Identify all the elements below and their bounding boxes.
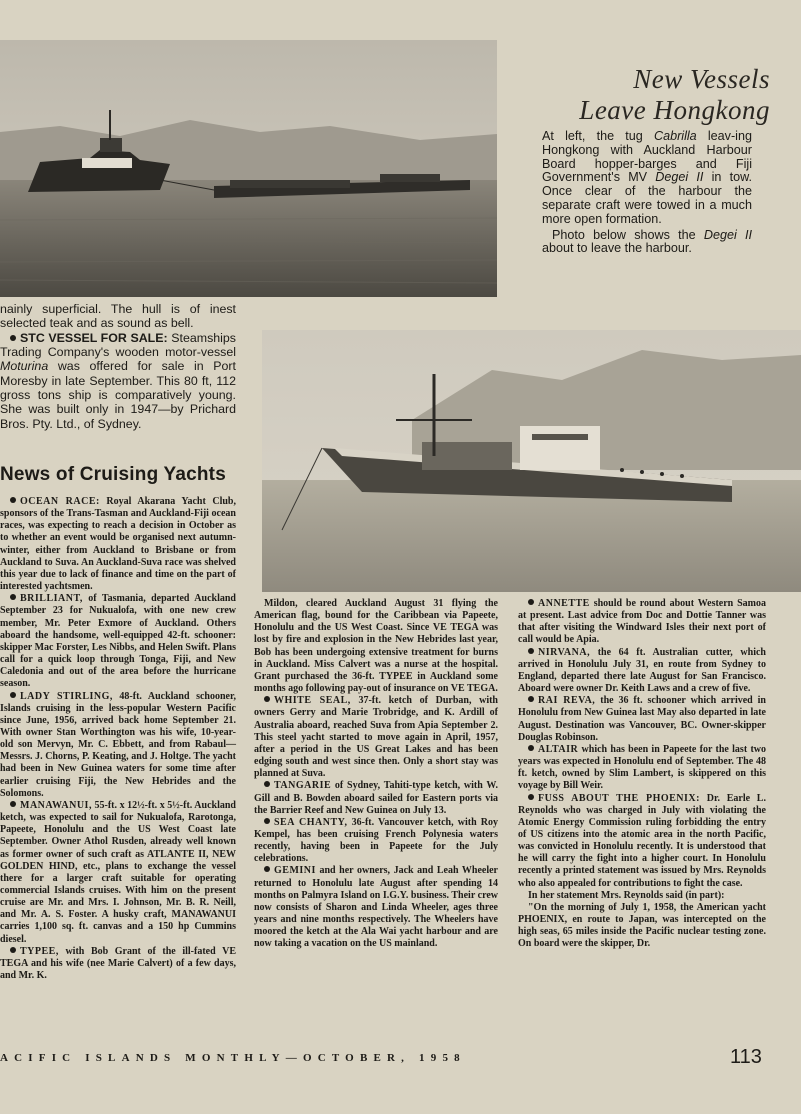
item-text: Royal Akarana Yacht Club, sponsors of the Trans-Tasman and Auckland-Fiji ocean races, was expecting to reach a decision in October as to whether an event would be organised next autumn-winter, either from Auckland to Brisbane or from Auckland to Suva. An Auckland-Suva race was shelved this year due to lack of finance and time on the part of interested yachtsmen.	[0, 496, 236, 593]
bullet-icon	[264, 818, 270, 824]
item-text: Steamships Trading Company's wooden motor-vessel	[0, 330, 236, 360]
section-heading: News of Cruising Yachts	[0, 464, 226, 485]
news-item	[0, 691, 236, 800]
news-item	[0, 496, 236, 593]
caption-paragraph-1	[542, 130, 752, 227]
item-lead: STC VESSEL FOR SALE:	[20, 330, 168, 345]
item-text: should be round about Western Samoa at present. Last advice from Doc and Dottie Tanner was that after visiting the Windward Isles their next port of call would be Apia.	[518, 598, 766, 646]
item-text: Dr. Earle L. Reynolds who was charged in July with violating the Atomic Energy Commission ruling forbidding the entry of US citizens into the atomic area in the north Pacific, was convicted in Honolulu recently. It is understood that he will carry the fight into a higher court. In Honolulu recently a printed statement was issued by Mrs. Reynolds who also appealed for contributions to fight the case.	[518, 792, 766, 889]
news-item	[0, 800, 236, 946]
news-item	[518, 695, 766, 744]
news-item	[0, 593, 236, 690]
item-lead: NIRVANA,	[538, 646, 591, 658]
article-continuation	[0, 302, 236, 431]
item-text: 36-ft. Vancouver ketch, with Roy Kempel, has been cruising French Polynesia waters recently, having been in Papeete for the July celebrations.	[254, 816, 498, 865]
bullet-icon	[10, 335, 16, 341]
item-text: 48-ft. Auckland schooner, Islands cruising in the less-popular Western Pacific since June, 1956, arrived back home September 21. With owner Stan Worthington was his wife, 10-year-old son Mervyn, Mr. C. Ebbett, and from Rabaul—Messrs. J. Chorns, P. Keating, and J. Holtge. The yacht had been in New Guinea waters for some time after earlier cruising Fiji, the New Hebrides and the Solomons.	[0, 690, 236, 799]
item-lead: TANGARIE	[274, 780, 332, 792]
photo-caption	[542, 130, 752, 258]
column-left	[0, 496, 236, 982]
item-text: "On the morning of July 1, 1958, the American yacht PHOENIX, en route to Japan, was intercepted on the high seas, 65 miles inside the Pacific nuclear testing zone. On board were the skipper, Dr.	[518, 901, 766, 950]
caption-paragraph-2	[542, 229, 752, 257]
item-text: of Tasmania, departed Auckland September 23 for Nukualofa, with one new crew member, Mr. Peter Exmore of Auckland. Others aboard the handsome, well-equipped 42-ft. schooner: skipper Mac Forster, Les Nibbs, and Helen Swift. Plans call for a quick loop through Tonga, Fiji, and New Caledonia and out of the area before the hurricane season.	[0, 593, 236, 690]
item-text: Mildon, cleared Auckland August 31 flying the American flag, bound for the Caribbean via Papeete, Honolulu and the US West Coast. Since VE TEGA was lost by fire and explosion in the New Hebrides last year, Bob has been undergoing extensive treatment for burns in Auckland. Miss Calvert was a nurse at the hospital. Grant purchased the 36-ft. TYPEE in Auckland some months ago following pay-out of insurance on VE TEGA.	[254, 598, 498, 695]
item-lead: TYPEE,	[20, 945, 59, 957]
column-middle	[254, 598, 498, 951]
item-lead: LADY STIRLING,	[20, 690, 113, 702]
caption-vessel-name: Degei II	[655, 170, 704, 185]
item-lead: MANAWANUI,	[20, 799, 92, 811]
item-lead: WHITE SEAL,	[274, 695, 351, 707]
article-headline	[540, 64, 770, 126]
bullet-icon	[528, 648, 534, 654]
photo-tug-and-barges	[0, 40, 497, 297]
item-text: the 64 ft. Australian cutter, which arrived in Honolulu July 31, en route from Sydney to England, departed there late August for San Francisco. Aboard were owner Dr. Keith Laws and a crew of five.	[518, 646, 766, 695]
item-lead: BRILLIANT,	[20, 593, 83, 605]
item-lead: ALTAIR	[538, 743, 579, 755]
bullet-icon	[264, 781, 270, 787]
bullet-icon	[10, 692, 16, 698]
news-item	[254, 598, 498, 695]
item-text: of Sydney, Tahiti-type ketch, with W. Gill and B. Bowden aboard sailed for Eastern ports via the Barrier Reef and New Guinea on July 13.	[254, 780, 498, 816]
headline-line-1: New Vessels	[633, 64, 770, 94]
item-text: 55-ft. x 12½-ft. x 5½-ft. Auckland ketch, was expected to sail for Nukualofa, Rarotonga, Papeete, Honolulu and the US West Coast late September. Owner Athol Rusden, already well known as former owner of such craft as ATLANTE II, NEW GOLDEN HIND, etc., plans to exchange the vessel there for a larger craft suitable for operating commercial Islands cruises. With him on the present cruise are Mr. and Mrs. I. Johnson, Mr. B. R. Neill, and Mr. A. S. Foster. A husky craft, MANAWANUI carries 1,100 sq. ft. canvas and a 150 hp Cummins diesel.	[0, 799, 236, 945]
caption-text: At left, the tug	[542, 129, 654, 143]
item-lead: RAI REVA,	[538, 695, 596, 707]
item-lead: OCEAN RACE:	[20, 496, 100, 507]
item-text: the 36 ft. schooner which arrived in Honolulu from New Guinea last May also departed in late August. Destination was Vancouver, BC. Owner-skipper Douglas Robinson.	[518, 695, 766, 743]
news-item	[254, 780, 498, 816]
news-item	[254, 865, 498, 950]
continuation-paragraph: nainly superficial. The hull is of inest selected teak and as sound as bell.	[0, 302, 236, 331]
caption-text: about to leave the harbour.	[542, 241, 692, 256]
bullet-icon	[10, 801, 16, 807]
item-lead: SEA CHANTY,	[274, 816, 348, 828]
news-item	[518, 647, 766, 696]
caption-vessel-name: Degei II	[703, 227, 753, 242]
bullet-icon	[10, 594, 16, 600]
news-item	[518, 598, 766, 647]
photo-degei-ii	[262, 330, 801, 592]
item-vessel-name: Moturina	[0, 359, 49, 374]
news-item	[254, 817, 498, 866]
bullet-icon	[10, 497, 16, 503]
item-lead: GEMINI	[274, 865, 316, 877]
stc-vessel-item	[0, 331, 236, 431]
news-item	[518, 793, 766, 890]
page-number: 113	[730, 1046, 762, 1068]
item-text: and her owners, Jack and Leah Wheeler returned to Honolulu late August after spending 14 months on Palmyra Island on I.G.Y. business. Their crew now consists of Sharon and Linda Wheeler, ages three years and nine months respectively. The Wheelers have moored the ketch at the Ala Wai yacht harbour and are now taking a vacation on the US mainland.	[254, 865, 498, 950]
item-text: which has been in Papeete for the last two years was expected in Honolulu end of September. The 48 ft. ketch, owned by Slim Lambert, is skippered on this voyage by Bill Weir.	[518, 743, 766, 792]
news-item	[254, 695, 498, 780]
bullet-icon	[264, 696, 270, 702]
bullet-icon	[10, 947, 16, 953]
bullet-icon	[528, 696, 534, 702]
item-text: was offered for sale in Port Moresby in late September. This 80 ft, 112 gross tons ship is comparatively young. She was built only in 1947—by Prichard Bros. Pty. Ltd., of Sydney.	[0, 359, 236, 431]
bullet-icon	[528, 745, 534, 751]
item-text: with Bob Grant of the ill-fated VE TEGA and his wife (nee Marie Calvert) of a few days, and Mr. K.	[0, 945, 236, 982]
caption-text: Photo below shows the	[552, 227, 704, 242]
bullet-icon	[528, 599, 534, 605]
caption-vessel-name: Cabrilla	[653, 129, 697, 143]
caption-text: leav-ing Hongkong with Auckland Harbour Board hopper-barges and Fiji Government's MV	[542, 129, 752, 185]
news-item	[518, 902, 766, 951]
item-text: In her statement Mrs. Reynolds said (in part):	[528, 889, 725, 901]
news-item	[518, 890, 766, 902]
bullet-icon	[528, 794, 534, 800]
headline-line-2: Leave Hongkong	[579, 95, 770, 125]
caption-text: in tow. Once clear of the harbour the separate craft were towed in a much more open formation.	[542, 170, 753, 226]
item-lead: ANNETTE	[538, 598, 590, 609]
column-right	[518, 598, 766, 951]
news-item	[518, 744, 766, 793]
news-item	[0, 946, 236, 982]
page-footer: ACIFIC ISLANDS MONTHLY—OCTOBER, 1958	[0, 1052, 466, 1064]
bullet-icon	[264, 866, 270, 872]
item-lead: FUSS ABOUT THE PHOENIX:	[538, 792, 700, 804]
item-text: 37-ft. ketch of Durban, with owners Gerry and Marie Trobridge, and K. Ardill of Australia aboard, reached Suva from Apia September 2. This steel yacht started to move again in April, 1957, after a period in the US Great Lakes and has been edging south and west since then. Only a short stay was planned at Suva.	[254, 695, 498, 780]
